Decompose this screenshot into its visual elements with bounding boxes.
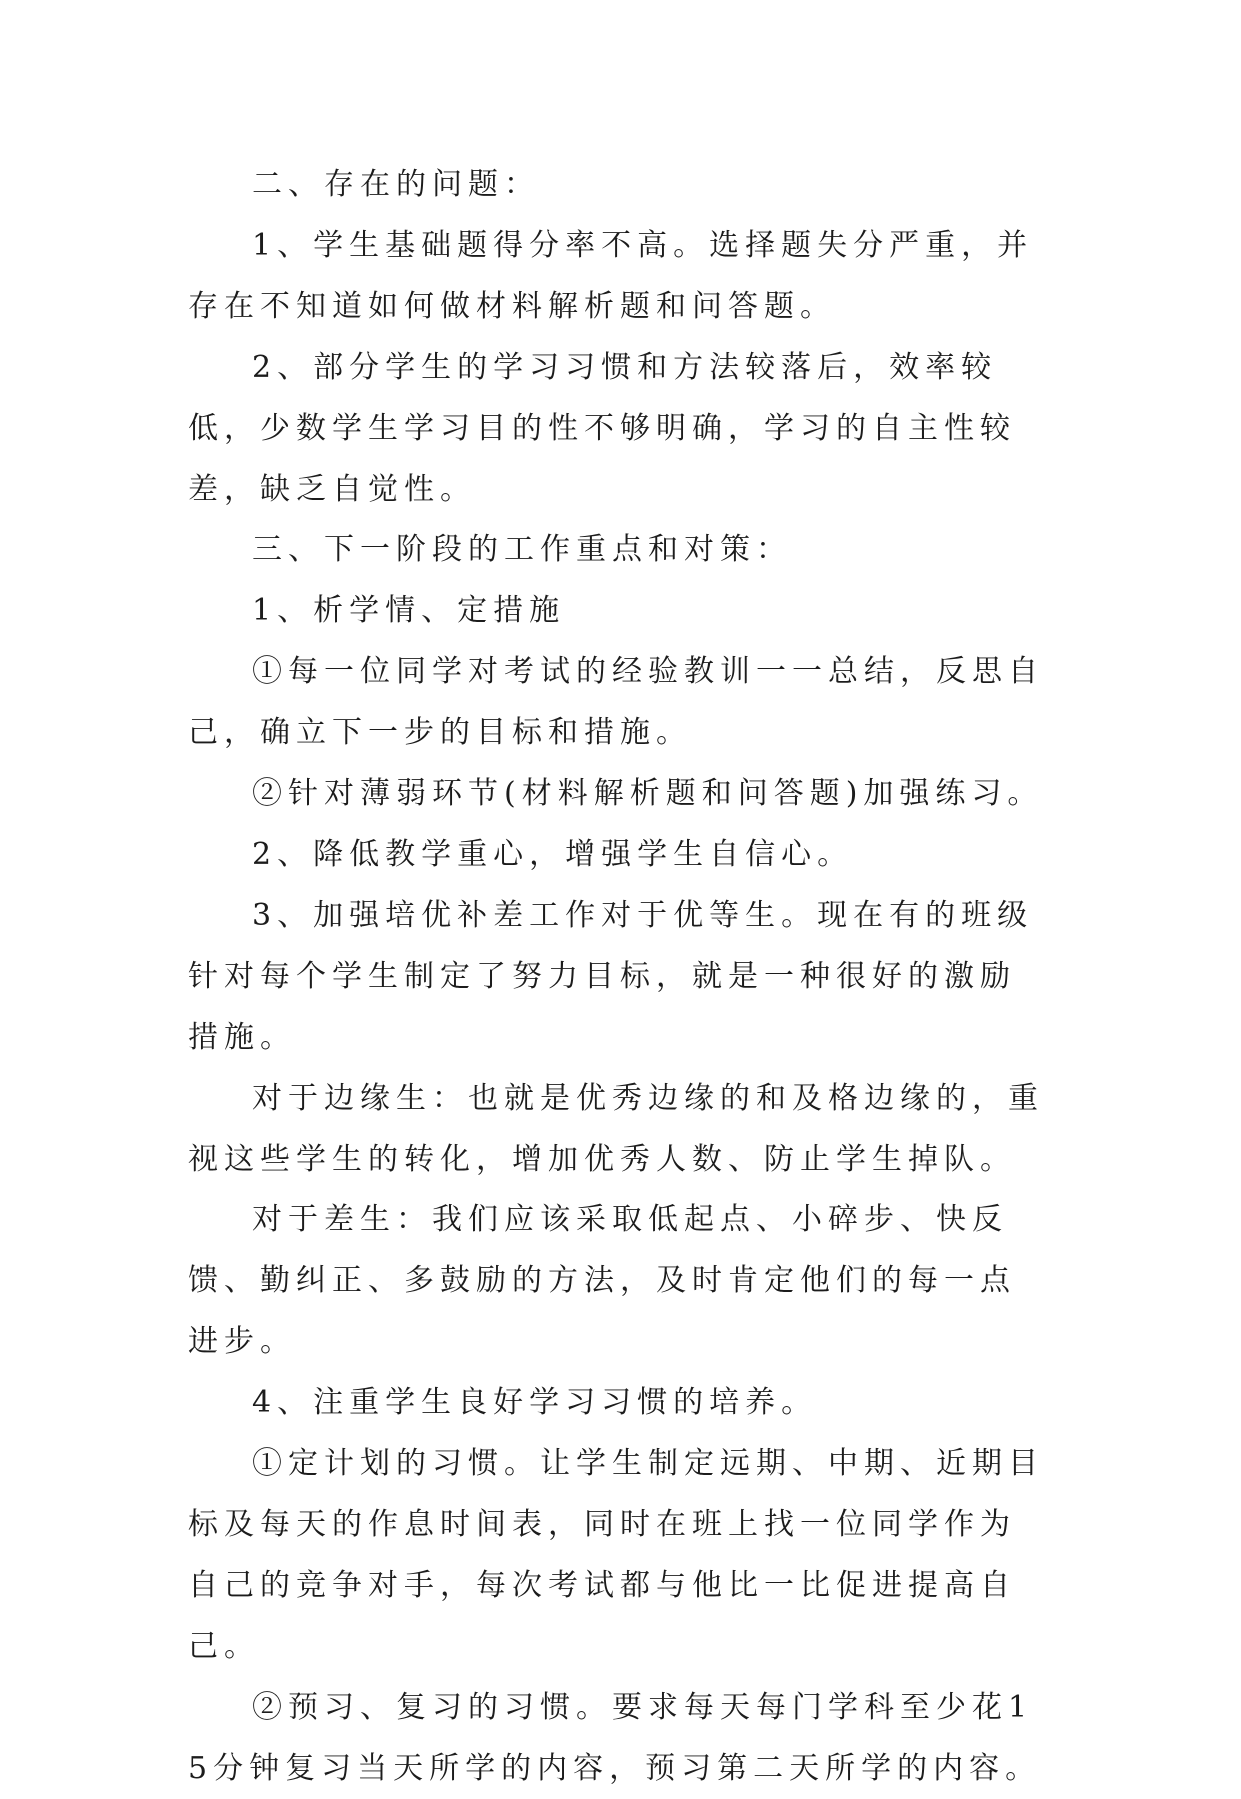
subheading: 2、降低教学重心，增强学生自信心。 — [252, 836, 854, 872]
paragraph: ②预习、复习的习惯。要求每天每门学科至少花15分钟复习当天所学的内容，预习第二天所学的内容。 — [188, 1689, 1042, 1786]
subheading: 1、析学情、定措施 — [252, 593, 566, 629]
paragraph: ①定计划的习惯。让学生制定远期、中期、近期目标及每天的作息时间表，同时在班上找一位同学作为自己的竞争对手，每次考试都与他比一比促进提高自己。 — [188, 1446, 1044, 1664]
paragraph: 3、加强培优补差工作对于优等生。现在有的班级针对每个学生制定了努力目标，就是一种很好的激励措施。 — [188, 897, 1034, 1055]
subheading: 4、注重学生良好学习习惯的培养。 — [252, 1385, 818, 1421]
paragraph: 2、部分学生的学习习惯和方法较落后，效率较低，少数学生学习目的性不够明确，学习的自主性较差，缺乏自觉性。 — [188, 349, 1016, 507]
paragraph: 对于边缘生：也就是优秀边缘的和及格边缘的，重视这些学生的转化，增加优秀人数、防止学生掉队。 — [188, 1080, 1044, 1177]
paragraph: ①每一位同学对考试的经验教训一一总结，反思自己，确立下一步的目标和措施。 — [188, 654, 1044, 751]
document-body — [188, 155, 1048, 1799]
paragraph: 1、学生基础题得分率不高。选择题失分严重，并存在不知道如何做材料解析题和问答题。 — [188, 227, 1034, 324]
section-heading-next-steps: 三、下一阶段的工作重点和对策： — [252, 532, 792, 568]
section-heading-problems: 二、存在的问题： — [252, 167, 540, 202]
paragraph: ②针对薄弱环节(材料解析题和问答题)加强练习。 — [252, 776, 1044, 812]
paragraph: 对于差生：我们应该采取低起点、小碎步、快反馈、勤纠正、多鼓励的方法，及时肯定他们的每一点进步。 — [188, 1202, 1016, 1360]
